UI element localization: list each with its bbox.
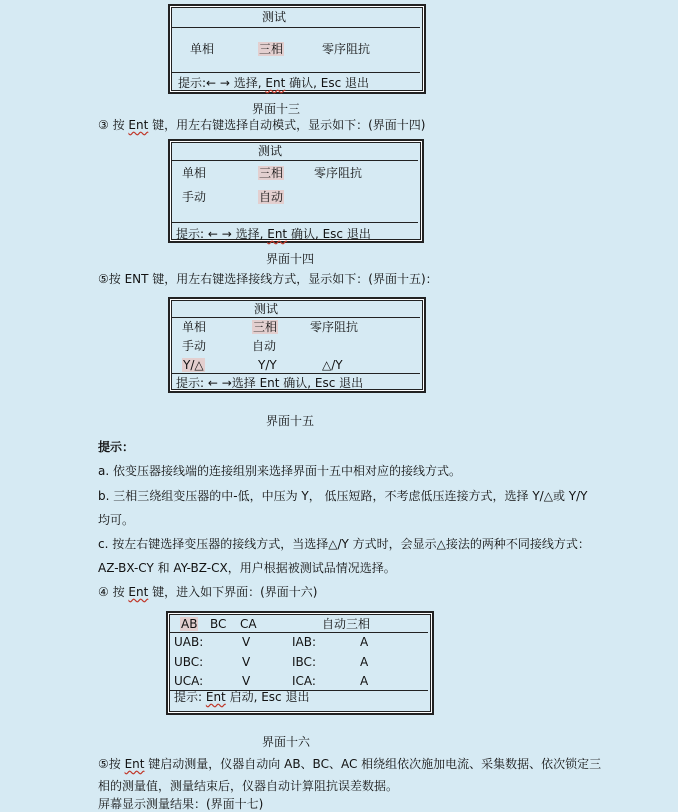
step-5b-line1-suffix: 键启动测量，仪器自动向 AB、BC、AC 相绕组依次施加电流、采集数据、依次锁定三: [144, 757, 602, 771]
step-5b-line1: [98, 757, 601, 771]
screen-13-hint-divider: [172, 72, 420, 73]
screen-16-label-ica: ICA:: [292, 674, 316, 688]
screen-13-hint-suffix: 确认, Esc 退出: [285, 76, 370, 90]
step-5a: ⑤按 ENT 键，用左右键选择接线方式，显示如下：(界面十五)：: [98, 272, 438, 286]
screen-13-title-divider: [172, 27, 420, 28]
screen-14-option-auto[interactable]: 自动: [259, 190, 284, 204]
tip-c-line2: AZ-BX-CY 和 AY-BZ-CX，用户根据被测试品情况选择。: [98, 561, 396, 575]
tips-heading: 提示：: [98, 440, 135, 454]
step-4-prefix: ④ 按: [98, 585, 129, 599]
screen-14-hint-ent: Ent: [267, 227, 288, 241]
screen-16-unit-uca: V: [242, 674, 251, 688]
screen-16-unit-iab: A: [360, 635, 369, 649]
screen-15-option-manual[interactable]: 手动: [182, 339, 207, 353]
screen-16-tab-bc[interactable]: BC: [210, 617, 227, 631]
step-3-ent: Ent: [128, 118, 149, 132]
screen-13-option-zero[interactable]: 零序阻抗: [322, 42, 371, 56]
tip-c-line1: c. 按左右键选择变压器的接线方式，当选择△/Y 方式时，会显示△接法的两种不同接线方式：: [98, 537, 590, 551]
screen-14-option-zero[interactable]: 零序阻抗: [314, 166, 363, 180]
step-4-suffix: 键，进入如下界面：(界面十六): [148, 585, 318, 599]
screen-16-unit-ica: A: [360, 674, 369, 688]
screen-15-option-auto[interactable]: 自动: [252, 339, 277, 353]
screen-15-option-y-delta[interactable]: Y/△: [183, 358, 204, 372]
screen-16-label-ibc: IBC:: [292, 655, 316, 669]
screen-16-hint-ent: Ent: [205, 690, 226, 704]
screen-16-tab-ab[interactable]: AB: [181, 617, 198, 631]
screen-15-title-divider: [172, 317, 420, 318]
caption-13: 界面十三: [252, 102, 301, 116]
screen-16-title-divider: [170, 632, 428, 633]
screen-15-title: 测试: [254, 302, 279, 316]
screen-13-hint-prefix: 提示:← → 选择,: [178, 76, 266, 90]
screen-14-hint-divider: [172, 222, 418, 223]
step-4: [98, 585, 317, 599]
screen-14-title: 测试: [258, 144, 283, 158]
screen-15-option-delta-y[interactable]: △/Y: [322, 358, 343, 372]
tip-b-line1: b. 三相三绕组变压器的中-低，中压为 Y， 低压短路，不考虑低压连接方式，选择 Y/△或 Y/Y: [98, 489, 588, 503]
tip-b-line2: 均可。: [98, 513, 135, 527]
step-3-prefix: ③ 按: [98, 118, 129, 132]
screen-16-tab-ca[interactable]: CA: [240, 617, 257, 631]
screen-16-unit-ibc: A: [360, 655, 369, 669]
screen-16-label-iab: IAB:: [292, 635, 317, 649]
caption-14: 界面十四: [266, 252, 315, 266]
screen-15-hint: 提示: ← →选择 Ent 确认, Esc 退出: [176, 376, 364, 390]
caption-15: 界面十五: [266, 414, 315, 428]
screen-16-unit-ubc: V: [242, 655, 251, 669]
caption-16: 界面十六: [262, 735, 311, 749]
step-3-suffix: 键，用左右键选择自动模式，显示如下：(界面十四): [148, 118, 426, 132]
screen-16-hint-suffix: 启动, Esc 退出: [225, 690, 310, 704]
screen-15-option-zero[interactable]: 零序阻抗: [310, 320, 359, 334]
screen-16-label-uab: UAB:: [174, 635, 204, 649]
screen-16-hint: [174, 690, 309, 704]
screen-13-hint: [178, 76, 369, 90]
screen-14-hint-suffix: 确认, Esc 退出: [287, 227, 371, 241]
screen-16-label-ubc: UBC:: [174, 655, 204, 669]
step-5b-line2: 相的测量值，测量结束后，仪器自动计算阻抗误差数据。: [98, 779, 399, 793]
screen-16-mode: 自动三相: [322, 617, 371, 631]
screen-13-option-three[interactable]: 三相: [259, 42, 284, 56]
screen-15-option-three[interactable]: 三相: [253, 320, 278, 334]
screen-14-hint-prefix: 提示: ← → 选择,: [176, 227, 268, 241]
screen-14-title-divider: [172, 160, 418, 161]
step-4-ent: Ent: [128, 585, 149, 599]
step-3: [98, 118, 425, 132]
screen-15-option-single[interactable]: 单相: [182, 320, 207, 334]
screen-16-unit-uab: V: [242, 635, 251, 649]
step-5b-ent: Ent: [124, 757, 145, 771]
screen-14-option-three[interactable]: 三相: [259, 166, 284, 180]
screen-14-hint: [176, 227, 371, 241]
screen-16-label-uca: UCA:: [174, 674, 204, 688]
tip-a: a. 依变压器接线端的连接组别来选择界面十五中相对应的接线方式。: [98, 464, 461, 478]
screen-16-hint-prefix: 提示:: [174, 690, 206, 704]
step-5b-prefix: ⑤按: [98, 757, 125, 771]
screen-15-option-y-y[interactable]: Y/Y: [258, 358, 277, 372]
step-5b-line3: 屏幕显示测量结果：(界面十七): [98, 797, 264, 811]
screen-15-hint-divider: [172, 373, 420, 374]
screen-13-option-single[interactable]: 单相: [190, 42, 215, 56]
screen-14-option-single[interactable]: 单相: [182, 166, 207, 180]
screen-13-hint-ent: Ent: [265, 76, 286, 90]
screen-14-option-manual[interactable]: 手动: [182, 190, 207, 204]
screen-13-title: 测试: [262, 10, 287, 24]
